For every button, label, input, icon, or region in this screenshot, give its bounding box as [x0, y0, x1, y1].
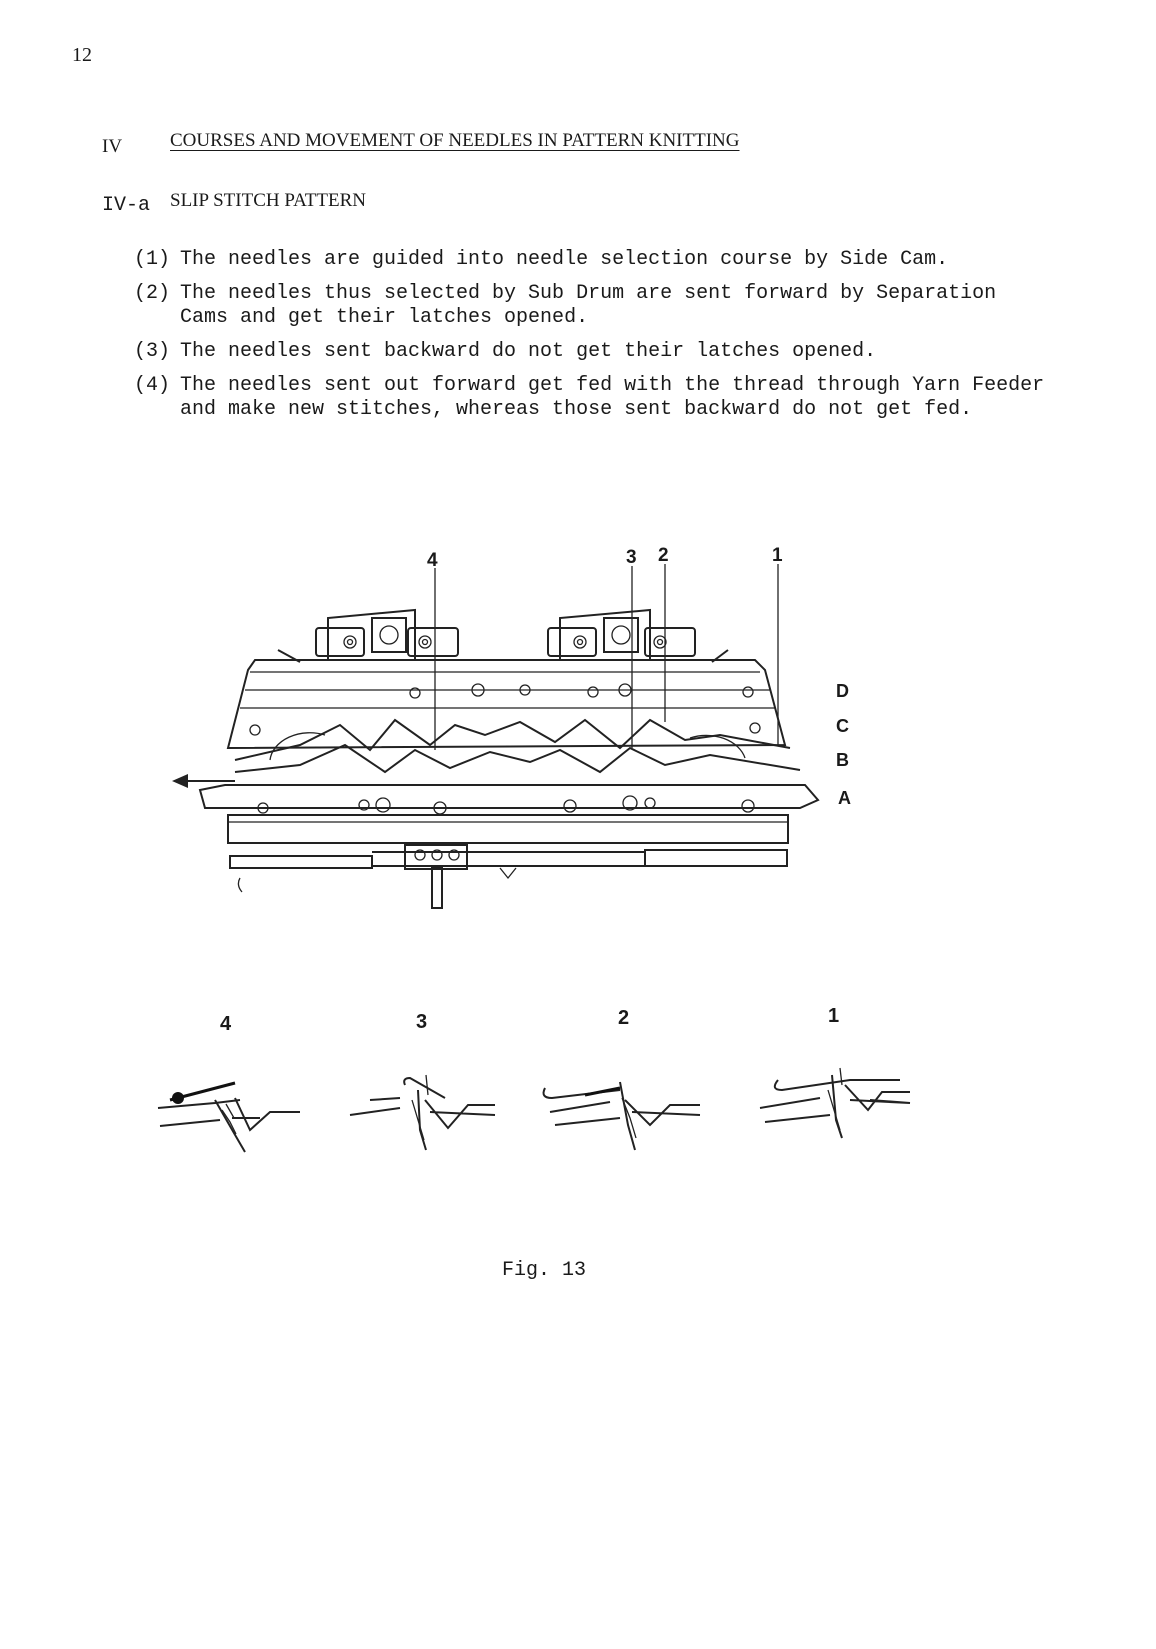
callout-3: 3: [626, 547, 637, 568]
callout-2: 2: [658, 545, 669, 566]
subsection-title: SLIP STITCH PATTERN: [170, 190, 367, 211]
section-title: COURSES AND MOVEMENT OF NEEDLES IN PATTERN KNITTING: [170, 130, 740, 151]
needle-label-2: 2: [618, 1007, 630, 1029]
course-label-c: C: [836, 716, 849, 736]
section-number: IV: [102, 136, 123, 157]
course-label-b: B: [836, 750, 849, 770]
list-item: (2) The needles thus selected by Sub Drum are sent forward by Separation Cams and get their latches opened.: [134, 282, 997, 329]
needle-label-1: 1: [828, 1005, 840, 1027]
course-label-a: A: [838, 788, 851, 808]
needle-diagram-4: [158, 1083, 300, 1152]
needle-label-4: 4: [220, 1013, 232, 1035]
callout-4: 4: [427, 550, 438, 571]
list-item: (3) The needles sent backward do not get their latches opened.: [134, 340, 877, 363]
course-label-d: D: [836, 681, 849, 701]
page-number: 12: [72, 44, 92, 66]
callout-1: 1: [772, 545, 783, 566]
needle-diagram-2: [544, 1082, 700, 1150]
subsection-number: IV-a: [102, 194, 151, 217]
needle-diagram-1: [760, 1068, 910, 1138]
list-item: (4) The needles sent out forward get fed with the thread through Yarn Feeder and make new stitches, whereas those sent backward do not get fed.: [134, 374, 1045, 421]
needle-diagram-3: [350, 1075, 495, 1150]
needle-label-3: 3: [416, 1011, 428, 1033]
figure-caption: Fig. 13: [502, 1259, 587, 1282]
list-item: (1) The needles are guided into needle selection course by Side Cam.: [134, 248, 949, 271]
